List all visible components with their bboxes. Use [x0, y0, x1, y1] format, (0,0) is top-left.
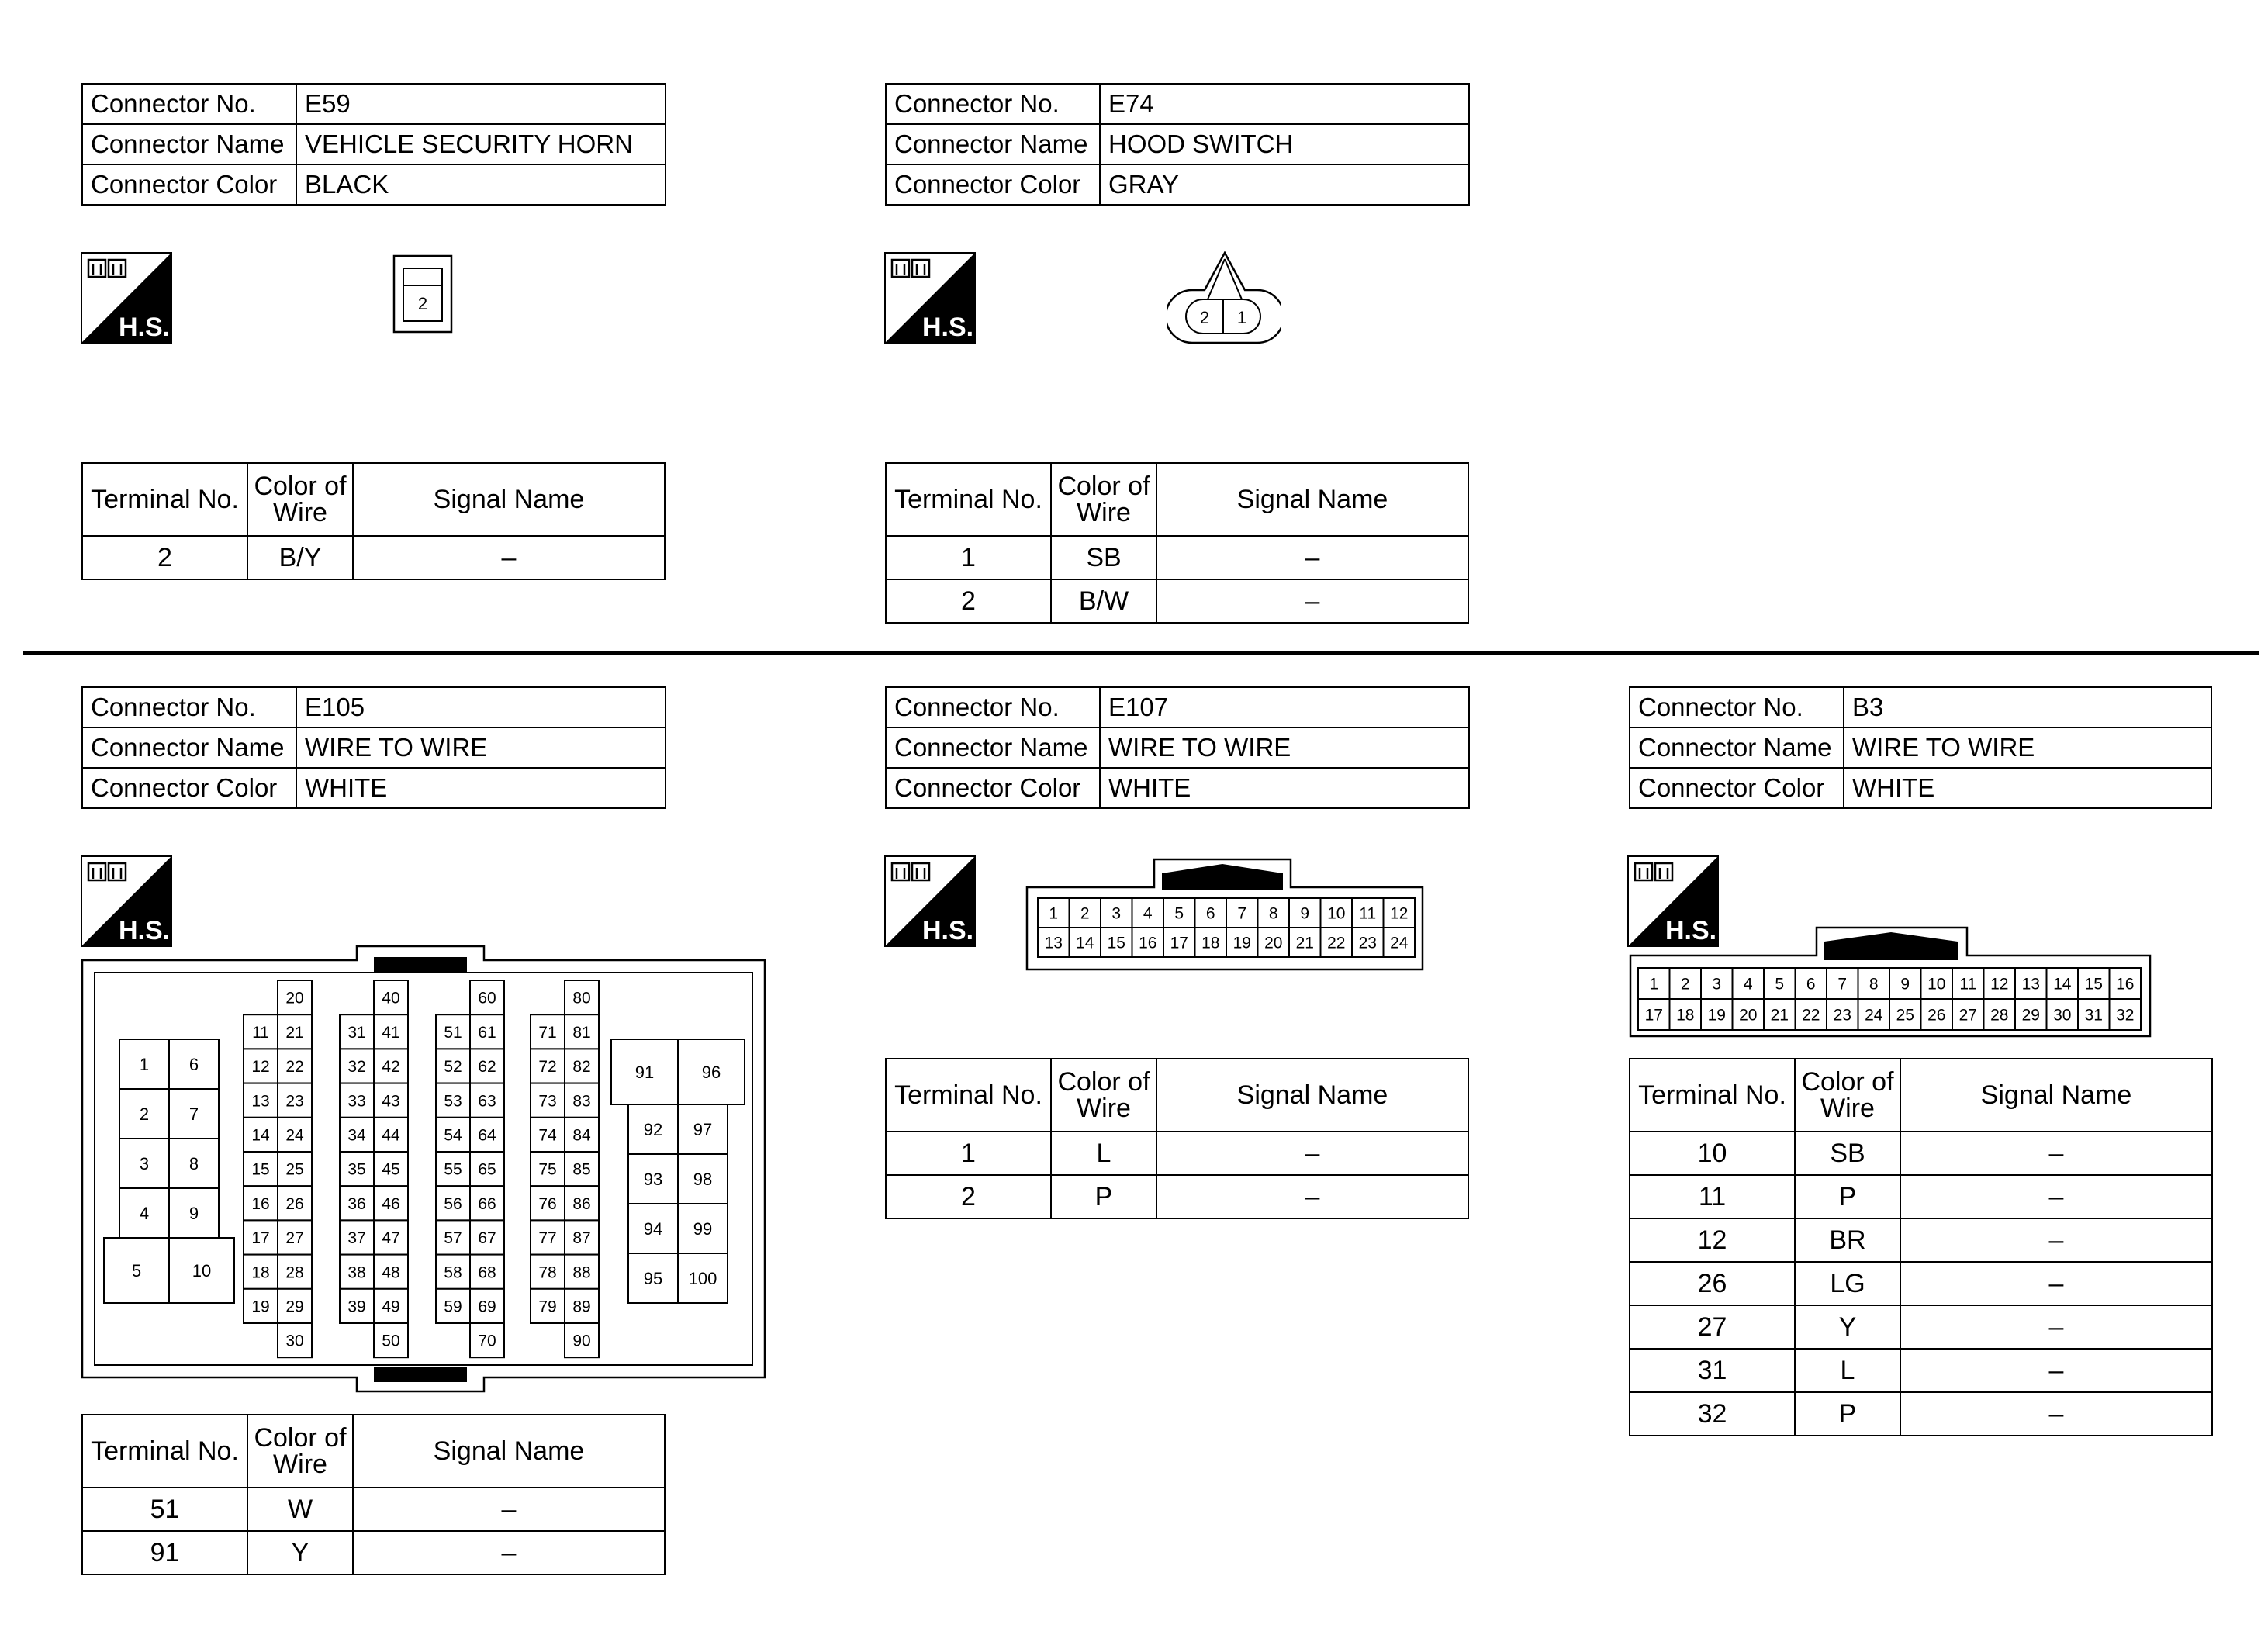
pin-label: 37: [347, 1229, 366, 1248]
pin-label: 7: [1837, 975, 1848, 994]
pin-label: 49: [382, 1298, 400, 1316]
pin-label: 29: [285, 1298, 304, 1316]
pin-label: 12: [1390, 904, 1409, 923]
connector-no-value: B3: [1844, 687, 2211, 728]
pin-label: 17: [1644, 1006, 1663, 1025]
hs-badge-label: H.S.: [1665, 916, 1717, 945]
pin-label: 45: [382, 1160, 400, 1179]
signal-name-cell: –: [1156, 1175, 1468, 1218]
signal-name-cell: –: [353, 1488, 665, 1531]
wire-color-cell: Y: [1795, 1305, 1900, 1349]
pin-label: 10: [1927, 975, 1946, 994]
pin-label: 6: [188, 1054, 199, 1074]
pin-label: 28: [1990, 1006, 2009, 1025]
table-row: [1630, 1305, 2212, 1349]
pin-label: 15: [1107, 934, 1125, 952]
pin-label: 99: [693, 1218, 713, 1239]
pin-label: 62: [478, 1058, 496, 1077]
terminal-table-e107: [885, 1058, 1469, 1219]
connector-info-table-e107: [885, 686, 1470, 809]
pin-label: 23: [1833, 1006, 1851, 1025]
wire-color-cell: SB: [1051, 536, 1156, 579]
pin-label: 33: [347, 1092, 366, 1111]
pin-label: 87: [572, 1229, 591, 1248]
pin-label: 21: [285, 1023, 304, 1042]
label-connector-color: Connector Color: [886, 164, 1100, 205]
terminal-no-cell: 31: [1630, 1349, 1795, 1392]
connector-face-e74: [1167, 250, 1281, 354]
pin-label: 17: [1170, 934, 1188, 952]
pin-label: 67: [478, 1229, 496, 1248]
pin-label: 10: [1327, 904, 1346, 923]
label-connector-color: Connector Color: [82, 164, 296, 205]
connector-info-table-e59: [81, 83, 666, 206]
pin-label: 10: [192, 1260, 212, 1280]
terminal-table-e59: [81, 462, 666, 580]
hs-connector-icon: [81, 855, 172, 947]
header-signal-name: Signal Name: [353, 463, 665, 536]
connector-color-value: WHITE: [1100, 768, 1469, 808]
hs-connector-icon: [884, 252, 976, 344]
pin-label: 8: [1268, 904, 1278, 923]
pin-label: 86: [572, 1194, 591, 1213]
pin-label: 11: [1959, 975, 1977, 994]
pin-label: 22: [285, 1058, 304, 1077]
signal-name-cell: –: [353, 1531, 665, 1574]
pin-label: 78: [538, 1263, 557, 1282]
pin-label: 8: [188, 1153, 199, 1173]
terminal-no-cell: 2: [886, 1175, 1051, 1218]
header-terminal-no: Terminal No.: [886, 1059, 1051, 1132]
pin-label: 18: [251, 1263, 270, 1282]
pin-label: 54: [444, 1126, 462, 1145]
terminal-no-cell: 1: [886, 536, 1051, 579]
table-row: [1630, 1349, 2212, 1392]
pin-label: 9: [188, 1203, 199, 1223]
header-terminal-no: Terminal No.: [886, 463, 1051, 536]
hs-badge-label: H.S.: [118, 313, 171, 342]
pin-label: 57: [444, 1229, 462, 1248]
pin-label: 46: [382, 1194, 400, 1213]
label-connector-no: Connector No.: [886, 84, 1100, 124]
connector-face-e107: [1024, 856, 1427, 973]
label-connector-no: Connector No.: [82, 84, 296, 124]
pin-label: 31: [347, 1023, 366, 1042]
pin-label: 58: [444, 1263, 462, 1282]
wire-color-cell: L: [1795, 1349, 1900, 1392]
hs-connector-icon: [81, 252, 172, 344]
connector-name-value: WIRE TO WIRE: [1844, 728, 2211, 768]
pin-label: 34: [347, 1126, 366, 1145]
pin-label: 20: [1739, 1006, 1758, 1025]
pin-label: 13: [251, 1092, 270, 1111]
pin-label: 8: [1869, 975, 1879, 994]
pin-label: 21: [1295, 934, 1314, 952]
pin-label: 6: [1205, 904, 1215, 923]
pin-label: 22: [1327, 934, 1346, 952]
pin-label: 69: [478, 1298, 496, 1316]
terminal-no-cell: 2: [886, 579, 1051, 623]
pin-label: 11: [1359, 904, 1377, 923]
pin-label: 12: [1990, 975, 2009, 994]
terminal-no-cell: 11: [1630, 1175, 1795, 1218]
header-signal-name: Signal Name: [1156, 463, 1468, 536]
pin-label: 16: [251, 1194, 270, 1213]
pin-label: 43: [382, 1092, 400, 1111]
pin-label: 30: [285, 1332, 304, 1350]
table-row: [1630, 1262, 2212, 1305]
pin-label: 56: [444, 1194, 462, 1213]
pin-label: 80: [572, 989, 591, 1007]
label-connector-name: Connector Name: [82, 728, 296, 768]
pin-label: 50: [382, 1332, 400, 1350]
header-signal-name: Signal Name: [353, 1415, 665, 1488]
connector-no-value: E59: [296, 84, 666, 124]
pin-label: 81: [572, 1023, 591, 1042]
pin-label: 59: [444, 1298, 462, 1316]
header-terminal-no: Terminal No.: [1630, 1059, 1795, 1132]
connector-info-table-e105: [81, 686, 666, 809]
wire-color-cell: B/W: [1051, 579, 1156, 623]
terminal-no-cell: 12: [1630, 1218, 1795, 1262]
pin-label: 19: [251, 1298, 270, 1316]
pin-label: 14: [2053, 975, 2072, 994]
pin-label: 14: [1076, 934, 1094, 952]
pin-label: 36: [347, 1194, 366, 1213]
pin-label: 24: [1865, 1006, 1883, 1025]
header-color-of-wire: Color of Wire: [247, 463, 353, 536]
pin-label: 16: [1139, 934, 1157, 952]
pin-label: 24: [1390, 934, 1409, 952]
signal-name-cell: –: [1156, 1132, 1468, 1175]
connector-info-table-e74: [885, 83, 1470, 206]
pin-label: 4: [139, 1203, 150, 1223]
pin-label: 5: [131, 1260, 142, 1280]
pin-label: 6: [1806, 975, 1816, 994]
pin-label: 13: [2021, 975, 2040, 994]
pin-label: 38: [347, 1263, 366, 1282]
pin-label: 9: [1300, 904, 1310, 923]
pin-label: 15: [2084, 975, 2103, 994]
pin-label: 23: [1358, 934, 1377, 952]
pin-label: 13: [1044, 934, 1063, 952]
signal-name-cell: –: [1900, 1262, 2212, 1305]
table-row: [1630, 1218, 2212, 1262]
header-terminal-no: Terminal No.: [82, 463, 247, 536]
pin-label: 93: [643, 1169, 663, 1189]
pin-label: 3: [1111, 904, 1122, 923]
connector-name-value: WIRE TO WIRE: [1100, 728, 1469, 768]
pin-label: 22: [1802, 1006, 1820, 1025]
pin-label: 73: [538, 1092, 557, 1111]
terminal-table-b3: [1629, 1058, 2213, 1436]
pin-label: 82: [572, 1058, 591, 1077]
pin-label: 100: [688, 1268, 717, 1288]
table-row: [82, 1531, 665, 1574]
wire-color-cell: Y: [247, 1531, 353, 1574]
pin-label: 96: [701, 1062, 721, 1082]
pin-label: 41: [382, 1023, 400, 1042]
pin-label: 32: [347, 1058, 366, 1077]
label-connector-name: Connector Name: [886, 124, 1100, 164]
section-divider: [23, 651, 2259, 655]
pin-label: 1: [139, 1054, 150, 1074]
label-connector-name: Connector Name: [1630, 728, 1844, 768]
pin-label: 39: [347, 1298, 366, 1316]
pin-label: 12: [251, 1058, 270, 1077]
pin-label: 7: [1237, 904, 1247, 923]
connector-name-value: VEHICLE SECURITY HORN: [296, 124, 666, 164]
pin-label: 66: [478, 1194, 496, 1213]
pin-label: 27: [285, 1229, 304, 1248]
table-row: [1630, 1392, 2212, 1436]
pin-label: 1: [1649, 975, 1659, 994]
connector-color-value: WHITE: [296, 768, 666, 808]
pin-label: 97: [693, 1119, 713, 1139]
pin-label: 31: [2084, 1006, 2103, 1025]
pin-label: 98: [693, 1169, 713, 1189]
pin-label: 24: [285, 1126, 304, 1145]
pin-label: 2: [417, 294, 428, 313]
terminal-no-cell: 32: [1630, 1392, 1795, 1436]
table-row: [886, 579, 1468, 623]
hs-connector-icon: [884, 855, 976, 947]
pin-label: 53: [444, 1092, 462, 1111]
wire-color-cell: BR: [1795, 1218, 1900, 1262]
table-row: [886, 1132, 1468, 1175]
pin-label: 55: [444, 1160, 462, 1179]
pin-label: 2: [139, 1104, 150, 1124]
pin-label: 94: [643, 1218, 663, 1239]
signal-name-cell: –: [1900, 1132, 2212, 1175]
pin-label: 25: [285, 1160, 304, 1179]
connector-color-value: WHITE: [1844, 768, 2211, 808]
pin-label: 29: [2021, 1006, 2040, 1025]
pin-label: 23: [285, 1092, 304, 1111]
pin-label: 15: [251, 1160, 270, 1179]
pin-label: 77: [538, 1229, 557, 1248]
pin-label: 71: [538, 1023, 557, 1042]
pin-label: 47: [382, 1229, 400, 1248]
terminal-table-e105: [81, 1414, 666, 1575]
pin-label: 26: [285, 1194, 304, 1213]
pin-label: 7: [188, 1104, 199, 1124]
label-connector-color: Connector Color: [886, 768, 1100, 808]
pin-label: 18: [1201, 934, 1220, 952]
pin-label: 5: [1174, 904, 1184, 923]
pin-label: 2: [1080, 904, 1090, 923]
terminal-no-cell: 1: [886, 1132, 1051, 1175]
pin-label: 79: [538, 1298, 557, 1316]
wire-color-cell: L: [1051, 1132, 1156, 1175]
pin-label: 75: [538, 1160, 557, 1179]
pin-label: 19: [1707, 1006, 1726, 1025]
wire-color-cell: W: [247, 1488, 353, 1531]
connector-name-value: HOOD SWITCH: [1100, 124, 1469, 164]
signal-name-cell: –: [1900, 1175, 2212, 1218]
pin-label: 84: [572, 1126, 591, 1145]
label-connector-color: Connector Color: [82, 768, 296, 808]
header-signal-name: Signal Name: [1900, 1059, 2212, 1132]
connector-no-value: E105: [296, 687, 666, 728]
pin-label: 48: [382, 1263, 400, 1282]
hs-badge-label: H.S.: [921, 916, 974, 945]
pin-label: 28: [285, 1263, 304, 1282]
signal-name-cell: –: [353, 536, 665, 579]
table-row: [886, 1175, 1468, 1218]
pin-label: 4: [1743, 975, 1753, 994]
pin-label: 20: [1264, 934, 1283, 952]
pin-label: 51: [444, 1023, 462, 1042]
pin-label: 3: [1712, 975, 1722, 994]
label-connector-name: Connector Name: [82, 124, 296, 164]
pin-label: 63: [478, 1092, 496, 1111]
pin-label: 76: [538, 1194, 557, 1213]
pin-label: 40: [382, 989, 400, 1007]
terminal-table-e74: [885, 462, 1469, 624]
pin-label: 16: [2116, 975, 2135, 994]
hs-badge-label: H.S.: [921, 313, 974, 342]
connector-face-e59: [392, 254, 455, 335]
pin-label: 90: [572, 1332, 591, 1350]
signal-name-cell: –: [1900, 1349, 2212, 1392]
pin-label: 42: [382, 1058, 400, 1077]
terminal-no-cell: 10: [1630, 1132, 1795, 1175]
pin-label: 74: [538, 1126, 557, 1145]
pin-label: 35: [347, 1160, 366, 1179]
pin-label: 21: [1770, 1006, 1789, 1025]
pin-label: 92: [643, 1119, 663, 1139]
label-connector-no: Connector No.: [886, 687, 1100, 728]
wire-color-cell: P: [1795, 1175, 1900, 1218]
header-color-of-wire: Color of Wire: [247, 1415, 353, 1488]
table-row: [82, 1488, 665, 1531]
pin-label: 4: [1143, 904, 1153, 923]
pin-label: 60: [478, 989, 496, 1007]
terminal-no-cell: 51: [82, 1488, 247, 1531]
pin-label: 9: [1900, 975, 1910, 994]
terminal-no-cell: 26: [1630, 1262, 1795, 1305]
pin-label: 52: [444, 1058, 462, 1077]
connector-name-value: WIRE TO WIRE: [296, 728, 666, 768]
header-color-of-wire: Color of Wire: [1051, 1059, 1156, 1132]
pin-label: 1: [1049, 904, 1059, 923]
pin-label: 30: [2053, 1006, 2072, 1025]
pin-label: 3: [139, 1153, 150, 1173]
wire-color-cell: P: [1795, 1392, 1900, 1436]
pin-label: 91: [634, 1062, 655, 1082]
table-row: [1630, 1175, 2212, 1218]
wire-color-cell: B/Y: [247, 536, 353, 579]
hs-badge-label: H.S.: [118, 916, 171, 945]
pin-label: 44: [382, 1126, 400, 1145]
pin-label: 19: [1232, 934, 1251, 952]
pin-label: 1: [1236, 308, 1247, 327]
terminal-no-cell: 2: [82, 536, 247, 579]
pin-label: 11: [252, 1023, 269, 1042]
pin-label: 2: [1199, 308, 1210, 327]
terminal-no-cell: 91: [82, 1531, 247, 1574]
pin-label: 17: [251, 1229, 270, 1248]
signal-name-cell: –: [1156, 579, 1468, 623]
pin-label: 20: [285, 989, 304, 1007]
pin-label: 88: [572, 1263, 591, 1282]
wire-color-cell: SB: [1795, 1132, 1900, 1175]
connector-no-value: E107: [1100, 687, 1469, 728]
connector-face-b3: [1627, 924, 2153, 1039]
connector-color-value: GRAY: [1100, 164, 1469, 205]
connector-color-value: BLACK: [296, 164, 666, 205]
pin-label: 70: [478, 1332, 496, 1350]
pin-label: 18: [1676, 1006, 1695, 1025]
header-signal-name: Signal Name: [1156, 1059, 1468, 1132]
pin-label: 26: [1927, 1006, 1946, 1025]
table-row: [1630, 1132, 2212, 1175]
pin-label: 14: [251, 1126, 270, 1145]
header-terminal-no: Terminal No.: [82, 1415, 247, 1488]
pin-label: 5: [1775, 975, 1785, 994]
connector-info-table-b3: [1629, 686, 2212, 809]
label-connector-name: Connector Name: [886, 728, 1100, 768]
signal-name-cell: –: [1900, 1218, 2212, 1262]
pin-label: 83: [572, 1092, 591, 1111]
signal-name-cell: –: [1156, 536, 1468, 579]
pin-label: 32: [2116, 1006, 2135, 1025]
pin-label: 2: [1680, 975, 1690, 994]
pin-label: 27: [1958, 1006, 1977, 1025]
wire-color-cell: LG: [1795, 1262, 1900, 1305]
label-connector-color: Connector Color: [1630, 768, 1844, 808]
pin-label: 61: [478, 1023, 496, 1042]
pin-label: 25: [1896, 1006, 1914, 1025]
pin-label: 64: [478, 1126, 496, 1145]
connector-no-value: E74: [1100, 84, 1469, 124]
signal-name-cell: –: [1900, 1392, 2212, 1436]
label-connector-no: Connector No.: [82, 687, 296, 728]
pin-label: 68: [478, 1263, 496, 1282]
pin-label: 89: [572, 1298, 591, 1316]
table-row: [82, 536, 665, 579]
wire-color-cell: P: [1051, 1175, 1156, 1218]
pin-label: 95: [643, 1268, 663, 1288]
terminal-no-cell: 27: [1630, 1305, 1795, 1349]
signal-name-cell: –: [1900, 1305, 2212, 1349]
header-color-of-wire: Color of Wire: [1051, 463, 1156, 536]
table-row: [886, 536, 1468, 579]
pin-label: 85: [572, 1160, 591, 1179]
pin-label: 72: [538, 1058, 557, 1077]
label-connector-no: Connector No.: [1630, 687, 1844, 728]
header-color-of-wire: Color of Wire: [1795, 1059, 1900, 1132]
pin-label: 65: [478, 1160, 496, 1179]
connector-face-e105: [81, 943, 769, 1395]
